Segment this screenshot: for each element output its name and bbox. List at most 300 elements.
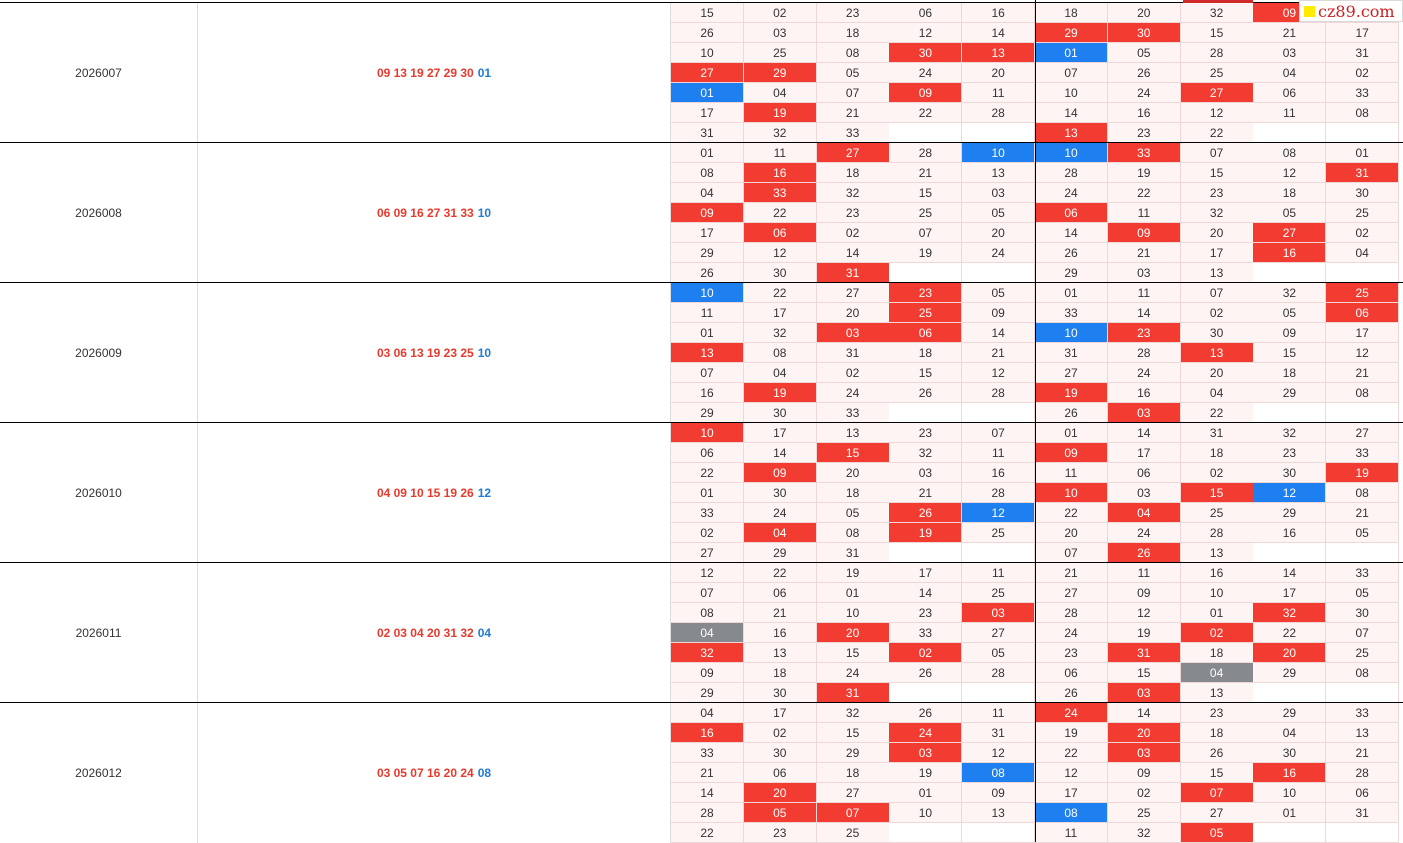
- number-cell: 28: [1035, 603, 1108, 623]
- number-cell: 22: [744, 563, 817, 583]
- number-cell: 06: [1253, 83, 1326, 103]
- number-cell: 26: [889, 663, 962, 683]
- number-cell: 22: [1181, 123, 1254, 143]
- highlighted-number-cell: 20: [817, 623, 890, 643]
- number-cell: 20: [817, 463, 890, 483]
- highlighted-number-cell: 10: [1035, 143, 1108, 163]
- number-cell: 21: [817, 103, 890, 123]
- number-cell: 22: [1035, 503, 1108, 523]
- number-cell: 25: [962, 583, 1035, 603]
- number-cell: 18: [817, 163, 890, 183]
- number-cell: 14: [817, 243, 890, 263]
- number-cell: 33: [671, 743, 744, 763]
- number-cell: 16: [744, 623, 817, 643]
- number-cell: 08: [817, 523, 890, 543]
- number-cell: [962, 263, 1035, 283]
- number-cell: 29: [1035, 263, 1108, 283]
- number-cell: 09: [1108, 763, 1181, 783]
- highlighted-number-cell: 32: [671, 643, 744, 663]
- number-cell: 28: [1108, 343, 1181, 363]
- number-cell: 26: [1035, 403, 1108, 423]
- number-cell: 09: [962, 783, 1035, 803]
- number-cell: 14: [1108, 423, 1181, 443]
- highlighted-number-cell: 31: [817, 683, 890, 703]
- number-cell: 18: [744, 663, 817, 683]
- number-cell: 31: [1035, 343, 1108, 363]
- number-cell: 16: [1253, 523, 1326, 543]
- number-cell: 27: [1326, 423, 1399, 443]
- number-cell: 17: [1326, 23, 1399, 43]
- highlighted-number-cell: 12: [962, 503, 1035, 523]
- number-cell: [1326, 403, 1399, 423]
- highlighted-number-cell: 30: [889, 43, 962, 63]
- number-cell: 22: [744, 203, 817, 223]
- number-cell: 26: [1035, 243, 1108, 263]
- number-cell: 16: [1108, 383, 1181, 403]
- number-cell: 15: [671, 3, 744, 23]
- highlighted-number-cell: 29: [744, 63, 817, 83]
- number-cell: [1253, 543, 1326, 563]
- number-cell: 03: [744, 23, 817, 43]
- period-row: [0, 562, 1403, 702]
- number-cell: 26: [671, 23, 744, 43]
- number-cell: 09: [671, 663, 744, 683]
- number-cell: 19: [1035, 723, 1108, 743]
- period-row: [0, 2, 1403, 142]
- highlighted-number-cell: 10: [671, 283, 744, 303]
- highlighted-number-cell: 32: [1253, 603, 1326, 623]
- number-cell: 20: [817, 303, 890, 323]
- number-cell: 15: [1253, 343, 1326, 363]
- number-cell: 30: [1326, 603, 1399, 623]
- number-cell: 12: [1253, 163, 1326, 183]
- number-cell: 08: [671, 603, 744, 623]
- period-row: [0, 142, 1403, 282]
- number-cell: 30: [744, 483, 817, 503]
- highlighted-number-cell: 33: [1108, 143, 1181, 163]
- number-cell: [1326, 683, 1399, 703]
- highlighted-number-cell: 05: [744, 803, 817, 823]
- number-cell: 10: [1035, 83, 1108, 103]
- number-cell: 18: [817, 23, 890, 43]
- number-cell: [1326, 123, 1399, 143]
- number-cell: 07: [1035, 63, 1108, 83]
- number-cell: 13: [1181, 683, 1254, 703]
- number-cell: 33: [817, 403, 890, 423]
- number-cell: 20: [962, 63, 1035, 83]
- number-cell: 25: [1326, 643, 1399, 663]
- red-balls: 09 13 19 27 29 30: [376, 66, 474, 80]
- number-cell: 23: [889, 423, 962, 443]
- number-cell: 24: [817, 383, 890, 403]
- draw-result: [198, 563, 671, 703]
- number-cell: 17: [1035, 783, 1108, 803]
- number-cell: [889, 263, 962, 283]
- number-cell: 24: [1108, 83, 1181, 103]
- number-cell: 19: [1108, 163, 1181, 183]
- highlighted-number-cell: 10: [671, 423, 744, 443]
- number-cell: 08: [817, 43, 890, 63]
- highlighted-number-cell: 10: [962, 143, 1035, 163]
- number-cell: 30: [744, 263, 817, 283]
- number-cell: 27: [1035, 363, 1108, 383]
- number-cell: 05: [962, 643, 1035, 663]
- number-cell: 21: [1108, 243, 1181, 263]
- number-cell: 27: [671, 543, 744, 563]
- red-balls: 06 09 16 27 31 33: [376, 206, 474, 220]
- number-cell: 26: [1181, 743, 1254, 763]
- highlighted-number-cell: 19: [744, 103, 817, 123]
- highlighted-number-cell: 16: [1253, 763, 1326, 783]
- number-cell: 11: [1035, 823, 1108, 843]
- number-cell: 15: [1181, 23, 1254, 43]
- number-cell: 33: [1326, 83, 1399, 103]
- number-cell: 31: [962, 723, 1035, 743]
- number-cell: 24: [1108, 523, 1181, 543]
- highlighted-number-cell: 09: [1108, 223, 1181, 243]
- number-cell: 28: [962, 383, 1035, 403]
- number-cell: 06: [744, 583, 817, 603]
- number-cell: 04: [744, 83, 817, 103]
- number-cell: [1253, 263, 1326, 283]
- number-cell: 23: [744, 823, 817, 843]
- number-cell: 04: [1181, 383, 1254, 403]
- number-cell: 18: [817, 763, 890, 783]
- highlighted-number-cell: 16: [1253, 243, 1326, 263]
- highlighted-number-cell: 04: [671, 623, 744, 643]
- period-row: [0, 422, 1403, 562]
- number-cell: 32: [1108, 823, 1181, 843]
- number-cell: 14: [962, 323, 1035, 343]
- highlighted-number-cell: 03: [1108, 683, 1181, 703]
- highlighted-number-cell: 15: [817, 443, 890, 463]
- number-cell: 30: [744, 743, 817, 763]
- blue-ball: 12: [477, 486, 492, 500]
- number-cell: 05: [1108, 43, 1181, 63]
- number-cell: 31: [671, 123, 744, 143]
- number-cell: 12: [962, 363, 1035, 383]
- number-cell: 12: [889, 23, 962, 43]
- number-cell: 13: [1326, 723, 1399, 743]
- number-cell: 18: [1181, 643, 1254, 663]
- number-cell: 22: [671, 823, 744, 843]
- number-cell: 23: [1035, 643, 1108, 663]
- number-cell: 13: [744, 643, 817, 663]
- number-cell: 32: [817, 703, 890, 723]
- number-cell: 01: [1326, 143, 1399, 163]
- number-cell: 15: [1108, 663, 1181, 683]
- highlighted-number-cell: 13: [1035, 123, 1108, 143]
- highlighted-number-cell: 15: [1181, 483, 1254, 503]
- number-cell: 12: [1326, 343, 1399, 363]
- number-cell: 23: [1108, 123, 1181, 143]
- number-cell: 24: [817, 663, 890, 683]
- number-cell: 04: [1253, 63, 1326, 83]
- number-cell: 20: [1181, 363, 1254, 383]
- number-cell: 25: [1108, 803, 1181, 823]
- number-cell: 27: [1035, 583, 1108, 603]
- number-cell: 01: [671, 143, 744, 163]
- number-cell: 30: [744, 403, 817, 423]
- highlighted-number-cell: 31: [1108, 643, 1181, 663]
- highlighted-number-cell: 03: [1108, 403, 1181, 423]
- number-cell: 26: [671, 263, 744, 283]
- number-cell: 23: [1181, 703, 1254, 723]
- highlighted-number-cell: 16: [671, 723, 744, 743]
- number-cell: 22: [1108, 183, 1181, 203]
- highlighted-number-cell: 20: [744, 783, 817, 803]
- number-cell: 27: [962, 623, 1035, 643]
- number-cell: 29: [744, 543, 817, 563]
- number-cell: 28: [962, 663, 1035, 683]
- number-cell: 33: [1326, 703, 1399, 723]
- number-cell: 20: [1035, 523, 1108, 543]
- number-cell: [1253, 403, 1326, 423]
- number-cell: 04: [671, 183, 744, 203]
- number-cell: 21: [1326, 363, 1399, 383]
- number-cell: 24: [1035, 183, 1108, 203]
- highlighted-number-cell: 24: [889, 723, 962, 743]
- number-cell: 06: [889, 3, 962, 23]
- number-cell: 08: [744, 343, 817, 363]
- highlighted-number-cell: 10: [1035, 483, 1108, 503]
- number-cell: 08: [1326, 663, 1399, 683]
- red-balls: 03 06 13 19 23 25: [376, 346, 474, 360]
- number-cell: 09: [1108, 583, 1181, 603]
- highlighted-number-cell: 07: [817, 803, 890, 823]
- number-cell: 30: [1253, 463, 1326, 483]
- number-cell: 24: [1108, 363, 1181, 383]
- number-cell: 30: [1253, 743, 1326, 763]
- highlighted-number-cell: 19: [1035, 383, 1108, 403]
- period-number: 2026009: [0, 283, 198, 423]
- number-cell: 04: [1326, 243, 1399, 263]
- highlighted-number-cell: 20: [1108, 723, 1181, 743]
- number-cell: 31: [817, 543, 890, 563]
- number-cell: 27: [1181, 803, 1254, 823]
- highlighted-number-cell: 25: [889, 303, 962, 323]
- blue-ball: 10: [477, 206, 492, 220]
- logo-square-icon: [1304, 6, 1315, 17]
- number-cell: 22: [744, 283, 817, 303]
- highlighted-number-cell: 13: [1181, 343, 1254, 363]
- number-cell: 32: [1181, 3, 1254, 23]
- number-cell: 01: [817, 583, 890, 603]
- highlighted-number-cell: 05: [1181, 823, 1254, 843]
- number-cell: 03: [962, 183, 1035, 203]
- number-cell: 30: [1326, 183, 1399, 203]
- number-cell: 20: [1108, 3, 1181, 23]
- number-cell: 16: [1181, 563, 1254, 583]
- number-cell: 22: [1181, 403, 1254, 423]
- highlighted-number-cell: 25: [1326, 283, 1399, 303]
- number-cell: 06: [1108, 463, 1181, 483]
- number-cell: 05: [1253, 203, 1326, 223]
- number-cell: 05: [962, 203, 1035, 223]
- highlighted-number-cell: 02: [1181, 623, 1254, 643]
- number-cell: 18: [1253, 183, 1326, 203]
- number-cell: 14: [1253, 563, 1326, 583]
- number-cell: 27: [817, 783, 890, 803]
- number-cell: 22: [889, 103, 962, 123]
- number-cell: [889, 403, 962, 423]
- site-logo[interactable]: [1299, 0, 1403, 22]
- number-cell: 07: [889, 223, 962, 243]
- number-cell: 25: [744, 43, 817, 63]
- number-cell: 10: [1253, 783, 1326, 803]
- highlighted-number-cell: 31: [1326, 163, 1399, 183]
- red-balls: 03 05 07 16 20 24: [376, 766, 474, 780]
- number-cell: 01: [889, 783, 962, 803]
- number-cell: 29: [671, 243, 744, 263]
- draw-result: [198, 283, 671, 423]
- blue-ball: 10: [477, 346, 492, 360]
- number-cell: 28: [962, 103, 1035, 123]
- number-cell: 21: [1326, 503, 1399, 523]
- number-cell: 25: [1181, 503, 1254, 523]
- number-cell: 29: [1253, 663, 1326, 683]
- number-cell: 19: [889, 243, 962, 263]
- number-cell: 14: [1108, 703, 1181, 723]
- number-cell: 17: [671, 103, 744, 123]
- highlighted-number-cell: 08: [962, 763, 1035, 783]
- highlighted-number-cell: 26: [1108, 543, 1181, 563]
- number-cell: 18: [817, 483, 890, 503]
- number-cell: 05: [1326, 583, 1399, 603]
- number-cell: 33: [1035, 303, 1108, 323]
- number-cell: 29: [817, 743, 890, 763]
- number-cell: 25: [889, 203, 962, 223]
- number-cell: 21: [889, 163, 962, 183]
- number-cell: 17: [889, 563, 962, 583]
- number-cell: 28: [671, 803, 744, 823]
- number-cell: 02: [1108, 783, 1181, 803]
- number-cell: 04: [671, 703, 744, 723]
- highlighted-number-cell: 03: [1108, 743, 1181, 763]
- highlighted-number-cell: 19: [744, 383, 817, 403]
- number-cell: 08: [1326, 383, 1399, 403]
- highlighted-number-cell: 09: [671, 203, 744, 223]
- number-cell: 11: [1253, 103, 1326, 123]
- number-cell: 09: [1253, 323, 1326, 343]
- number-cell: 21: [1326, 743, 1399, 763]
- number-cell: 11: [962, 703, 1035, 723]
- number-cell: 08: [671, 163, 744, 183]
- period-number: 2026011: [0, 563, 198, 703]
- number-cell: 02: [1326, 223, 1399, 243]
- number-cell: 21: [671, 763, 744, 783]
- number-cell: [889, 823, 962, 843]
- number-cell: [962, 683, 1035, 703]
- number-cell: 28: [1035, 163, 1108, 183]
- draw-history-table: [0, 2, 1403, 842]
- number-cell: 17: [744, 423, 817, 443]
- number-cell: 05: [1326, 523, 1399, 543]
- number-cell: 01: [1035, 283, 1108, 303]
- highlighted-number-cell: 02: [889, 643, 962, 663]
- number-cell: 26: [889, 703, 962, 723]
- number-cell: 13: [1181, 543, 1254, 563]
- number-cell: [1253, 823, 1326, 843]
- number-cell: 18: [1181, 443, 1254, 463]
- number-cell: 06: [671, 443, 744, 463]
- number-cell: 28: [962, 483, 1035, 503]
- number-cell: 32: [1253, 423, 1326, 443]
- draw-result: [198, 423, 671, 563]
- number-cell: 11: [962, 563, 1035, 583]
- number-cell: 02: [817, 363, 890, 383]
- highlighted-number-cell: 06: [1326, 303, 1399, 323]
- number-cell: 02: [817, 223, 890, 243]
- number-cell: 33: [1326, 443, 1399, 463]
- number-cell: 31: [1326, 803, 1399, 823]
- number-cell: 14: [889, 583, 962, 603]
- number-cell: 32: [1181, 203, 1254, 223]
- number-cell: 10: [889, 803, 962, 823]
- number-cell: 25: [1326, 203, 1399, 223]
- number-cell: 11: [962, 443, 1035, 463]
- blue-ball: 04: [477, 626, 492, 640]
- highlighted-number-cell: 09: [1035, 443, 1108, 463]
- number-cell: 12: [1108, 603, 1181, 623]
- number-cell: 14: [1108, 303, 1181, 323]
- number-cell: 18: [889, 343, 962, 363]
- logo-text: cz89.com: [1318, 1, 1395, 21]
- period-number: 2026008: [0, 143, 198, 283]
- number-cell: 17: [1108, 443, 1181, 463]
- number-cell: 08: [1253, 143, 1326, 163]
- number-cell: 02: [1181, 303, 1254, 323]
- number-cell: 30: [1181, 323, 1254, 343]
- number-cell: 02: [1326, 63, 1399, 83]
- number-cell: 14: [962, 23, 1035, 43]
- number-cell: 26: [1035, 683, 1108, 703]
- number-cell: 24: [962, 243, 1035, 263]
- number-cell: 17: [671, 223, 744, 243]
- number-cell: 07: [1035, 543, 1108, 563]
- highlighted-number-cell: 13: [671, 343, 744, 363]
- zone-divider: [1035, 0, 1036, 842]
- number-cell: 24: [744, 503, 817, 523]
- highlighted-number-cell: 04: [1108, 503, 1181, 523]
- number-cell: 28: [1326, 763, 1399, 783]
- highlighted-number-cell: 01: [1035, 43, 1108, 63]
- number-cell: 26: [1108, 63, 1181, 83]
- number-cell: 19: [817, 563, 890, 583]
- number-cell: 04: [1253, 723, 1326, 743]
- highlighted-number-cell: 12: [1253, 483, 1326, 503]
- highlighted-number-cell: 06: [744, 223, 817, 243]
- highlighted-number-cell: 03: [817, 323, 890, 343]
- number-cell: 05: [817, 63, 890, 83]
- number-cell: 09: [962, 303, 1035, 323]
- number-cell: 07: [817, 83, 890, 103]
- draw-result: [198, 143, 671, 283]
- number-cell: 12: [1035, 763, 1108, 783]
- number-cell: 05: [817, 503, 890, 523]
- highlighted-number-cell: 01: [671, 83, 744, 103]
- number-cell: 21: [1253, 23, 1326, 43]
- number-cell: 01: [1181, 603, 1254, 623]
- period-row: [0, 702, 1403, 842]
- number-cell: 07: [671, 363, 744, 383]
- number-cell: 20: [962, 223, 1035, 243]
- highlighted-number-cell: 10: [1035, 323, 1108, 343]
- number-cell: [1326, 263, 1399, 283]
- highlighted-number-cell: 03: [962, 603, 1035, 623]
- highlighted-number-cell: 27: [817, 143, 890, 163]
- number-cell: 23: [817, 203, 890, 223]
